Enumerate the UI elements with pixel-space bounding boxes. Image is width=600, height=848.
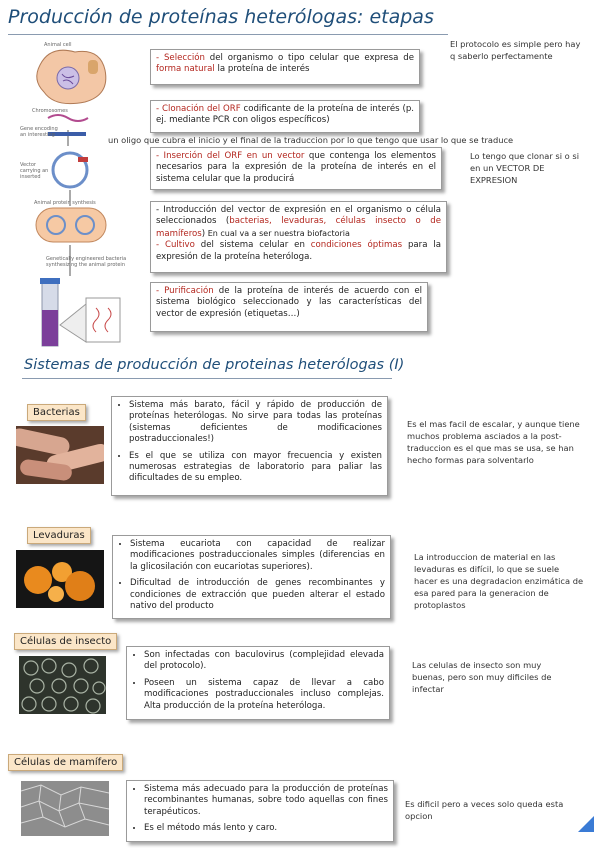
mammalian-cells-photo	[21, 781, 109, 836]
note-protocol: El protocolo es simple pero hay q saberlo perfectamente	[450, 39, 581, 61]
stage-card-seleccion: - Selección del organismo o tipo celular que expresa de forma natural la proteína de interés	[150, 49, 420, 85]
diagram-label-gene: Gene encoding an interesting	[20, 126, 58, 138]
note-mamifero: Es dificil pero a veces solo queda esta opcion	[405, 799, 564, 821]
diagram-label-vector: Vector carrying an inserted	[20, 162, 49, 180]
bacteria-photo	[16, 426, 104, 484]
system-card-levaduras: • Sistema eucariota con capacidad de realizar modificaciones postraduccionales simples (diferencias en la glicosilación con eucariotas superiores). • Dificultad de introducción de genes recombinantes y condiciones de extracción que pueden alterar el estado nativo del producto	[112, 535, 391, 619]
diagram-label-bacteria: Animal protein synthesis	[34, 200, 96, 206]
note-oligo: un oligo que cubra el inicio y el final de la traduccion por lo que tengo que usar lo que se traduce	[108, 135, 514, 145]
title-underline	[8, 34, 448, 35]
section-subtitle: Sistemas de producción de proteinas heterólogas (I)	[24, 357, 405, 373]
stage-card-clonacion: - Clonación del ORF codificante de la proteína de interés (p. ej. mediante PCR con oligos específicos)	[150, 100, 420, 133]
page-title: Producción de proteínas heterólogas: etapas	[8, 6, 434, 28]
note-bacterias: Es el mas facil de escalar, y aunque tiene muchos problema asciados a la post-traduccion es el que mas se usa, se han hecho formas para solventarlo	[407, 419, 580, 465]
zoom-box	[86, 298, 120, 342]
stage-card-introduccion: - Introducción del vector de expresión en el organismo o célula seleccionados (bacterias, levaduras, células insecto o de mamíferos) En cual va a ser nuestra biofactoria - Cultivo del sistema celular en condiciones óptimas para la expresión de la proteína heteróloga.	[150, 201, 447, 273]
diagram-label-chromosome: Chromosomes	[32, 108, 68, 114]
page-corner-icon[interactable]	[578, 816, 594, 832]
note-vector: Lo tengo que clonar si o si en un VECTOR DE EXPRESION	[470, 151, 579, 185]
tag-levaduras: Levaduras	[27, 527, 91, 544]
yeast-photo	[16, 550, 104, 608]
process-diagram	[30, 40, 135, 355]
insect-cells-photo	[19, 656, 106, 714]
tag-bacterias: Bacterias	[27, 404, 86, 421]
tag-celulas-mamifero: Células de mamífero	[8, 754, 123, 771]
diagram-label-bottom: Genetically engineered bacteria synthesizing the animal protein	[46, 256, 127, 268]
stage-card-insercion: - Inserción del ORF en un vector que contenga los elementos necesarios para la expresión de la proteína de interés en el sistema celular que la producirá	[150, 147, 442, 190]
system-card-mamifero: • Sistema más adecuado para la producción de proteínas recombinantes humanas, sobre todo aquellas con fines terapéuticos. • Es el método más lento y caro.	[126, 780, 394, 842]
diagram-label-top: Animal cell	[44, 42, 72, 48]
mitochondria	[88, 60, 98, 74]
system-card-insecto: • Son infectadas con baculovirus (complejidad elevada del protocolo). • Poseen un sistema capaz de llevar a cabo modificaciones postraduccionales incluso complejas. Alta producción de la proteína heteróloga.	[126, 646, 390, 720]
note-levaduras: La introduccion de material en las levaduras es difícil, lo que se suele hacer es una degradacion enzimática de esa pared para la generacion de protoplastos	[414, 552, 584, 610]
subtitle-underline	[22, 378, 392, 379]
chromosome-strand	[48, 115, 88, 121]
system-card-bacterias: • Sistema más barato, fácil y rápido de producción de proteínas heterólogas. No sirve para todas las proteínas (sistemas deficientes de modificaciones postraduccionales!) • Es el que se utiliza con mayor frecuencia y existen numerosas estrategias de laboratorio para paliar las dificultades de su empleo.	[111, 396, 388, 496]
tag-celulas-insecto: Células de insecto	[14, 633, 117, 650]
note-insecto: Las celulas de insecto son muy buenas, pero son muy dificiles de infectar	[412, 660, 552, 694]
stage-card-purificacion: - Purificación de la proteína de interés de acuerdo con el sistema biológico seleccionado y las características del vector de expresión (etiquetas…)	[150, 282, 428, 332]
